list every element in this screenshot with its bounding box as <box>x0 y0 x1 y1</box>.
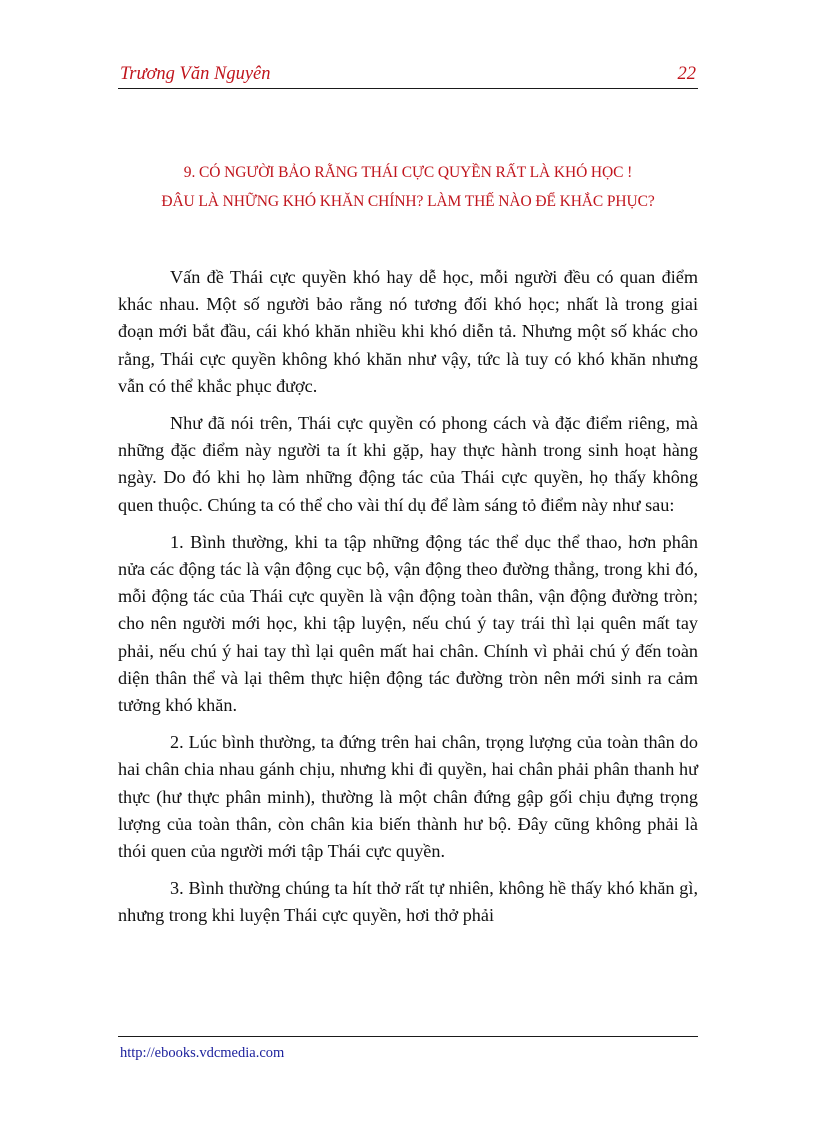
footer-url-link[interactable]: http://ebooks.vdcmedia.com <box>120 1045 285 1061</box>
paragraph: 3. Bình thường chúng ta hít thở rất tự nhiên, không hề thấy khó khăn gì, nhưng trong khi luyện Thái cực quyền, hơi thở phải <box>118 878 698 926</box>
page-header <box>118 62 698 89</box>
section-title-line-2: ĐÂU LÀ NHỮNG KHÓ KHĂN CHÍNH? LÀM THẾ NÀO ĐỂ KHẮC PHỤC? <box>161 193 655 210</box>
body-text <box>118 264 698 940</box>
section-title-line-1: 9. CÓ NGƯỜI BẢO RẰNG THÁI CỰC QUYỀN RẤT LÀ KHÓ HỌC ! <box>183 164 633 181</box>
page-number: 22 <box>677 64 696 84</box>
paragraph: Vấn đề Thái cực quyền khó hay dễ học, mỗi người đều có quan điểm khác nhau. Một số người bảo rằng nó tương đối khó học; nhất là trong giai đoạn mới bắt đầu, cái khó khăn nhiều khi khó diễn tả. Nhưng một số khác cho rằng, Thái cực quyền không khó khăn như vậy, tức là tuy có khó khăn nhưng vẫn có thể khắc phục được. <box>118 267 698 396</box>
section-title <box>110 158 706 216</box>
paragraph: 2. Lúc bình thường, ta đứng trên hai chân, trọng lượng của toàn thân do hai chân chia nhau gánh chịu, nhưng khi đi quyền, hai chân phải phân thanh hư thực (hư thực phân minh), thường là một chân đứng gập gối chịu đựng trọng lượng của toàn thân, còn chân kia biến thành hư bộ. Đây cũng không phải là thói quen của người mới tập Thái cực quyền. <box>118 732 698 862</box>
header-author: Trương Văn Nguyên <box>120 64 271 84</box>
paragraph: Như đã nói trên, Thái cực quyền có phong cách và đặc điểm riêng, mà những đặc điểm này người ta ít khi gặp, hay thực hành trong sinh hoạt hàng ngày. Do đó khi họ làm những động tác của Thái cực quyền, họ thấy không quen thuộc. Chúng ta có thể cho vài thí dụ để làm sáng tỏ điểm này như sau: <box>118 413 698 515</box>
page-footer <box>118 1036 698 1061</box>
paragraph: 1. Bình thường, khi ta tập những động tác thể dục thể thao, hơn phân nửa các động tác là vận động cục bộ, vận động theo đường thẳng, trong khi đó, mỗi động tác của Thái cực quyền là vận động toàn thân, vận động đường tròn; cho nên người mới học, khi tập luyện, nếu chú ý tay trái thì lại quên mất tay phải, nếu chú ý hai tay thì lại quên mất hai chân. Chính vì phải chú ý đến toàn diện thân thể và lại thêm thực hiện động tác đường tròn nên mới sinh ra cảm tưởng khó khăn. <box>118 531 698 716</box>
